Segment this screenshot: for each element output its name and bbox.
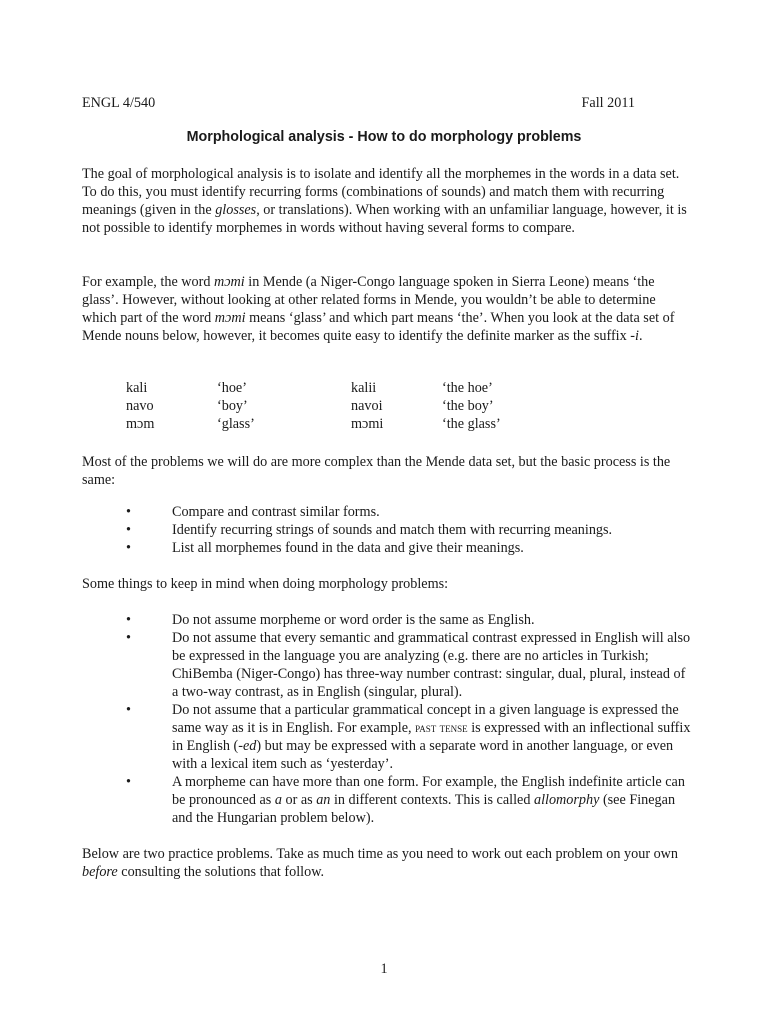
list-item-text: Compare and contrast similar forms. bbox=[172, 504, 380, 520]
closing-paragraph bbox=[82, 845, 688, 881]
term-allomorphy: allomorphy bbox=[533, 792, 600, 808]
list-item-text: List all morphemes found in the data and give their meanings. bbox=[172, 540, 524, 556]
document-title: Morphological analysis - How to do morphology problems bbox=[186, 129, 582, 145]
text-run: The goal of morphological analysis is to isolate and identify all the morphemes in the words in a data set. To do this, you must identify recurring forms (combinations of sounds) and match them with recurring meanings (given in the bbox=[82, 166, 680, 218]
page-number: 1 bbox=[380, 961, 388, 977]
small-caps-term: past tense bbox=[415, 720, 468, 735]
example-word: mɔmi bbox=[214, 274, 245, 290]
example-paragraph bbox=[82, 273, 688, 345]
definite-form: mɔmi bbox=[351, 416, 384, 432]
text-run: in Mende (a Niger-Congo language spoken in Sierra Leone) means ‘the glass’. However, without looking at other related forms in Mende, you wouldn’t be able to determine which part of the word bbox=[82, 274, 656, 326]
text-run: , or translations). When working with an unfamiliar language, however, it is not possible to identify morphemes in words without having several forms to compare. bbox=[82, 202, 687, 236]
list-item-text: Identify recurring strings of sounds and match them with recurring meanings. bbox=[172, 522, 613, 538]
tips-intro: Some things to keep in mind when doing morphology problems: bbox=[82, 576, 449, 592]
intro-paragraph bbox=[82, 165, 688, 237]
mende-data-table bbox=[126, 379, 526, 433]
tips-list bbox=[0, 611, 692, 827]
text-run: . bbox=[638, 328, 643, 344]
definite-gloss: ‘the glass’ bbox=[442, 416, 501, 432]
noun-form: kali bbox=[126, 380, 148, 396]
noun-form: mɔm bbox=[126, 416, 155, 432]
definite-form: navoi bbox=[351, 398, 383, 414]
process-steps-list bbox=[0, 503, 692, 557]
process-intro: Most of the problems we will do are more complex than the Mende data set, but the basic process is the same: bbox=[82, 454, 671, 488]
text-run: means ‘glass’ and which part means ‘the’. When you look at the data set of Mende nouns below, however, it becomes quite easy to identify the definite marker as the suffix bbox=[82, 310, 675, 344]
list-item bbox=[0, 701, 692, 773]
text-run: Below are two practice problems. Take as much time as you need to work out each problem on your own bbox=[82, 846, 679, 862]
list-item-text bbox=[172, 701, 692, 773]
text-run: Do not assume that a particular grammatical concept in a given language is expressed the same way as it is in English. For example, bbox=[172, 702, 679, 736]
text-run: ) but may be expressed with a separate word in another language, or even with a lexical item such as ‘yesterday’. bbox=[172, 738, 674, 772]
noun-gloss: ‘glass’ bbox=[217, 416, 255, 432]
noun-gloss: ‘hoe’ bbox=[217, 380, 247, 396]
list-item-text: Do not assume morpheme or word order is the same as English. bbox=[172, 612, 535, 628]
list-item bbox=[0, 629, 692, 701]
document-header bbox=[82, 94, 635, 112]
data-row bbox=[126, 415, 526, 433]
example-word: mɔmi bbox=[214, 310, 246, 326]
bullet-icon: • bbox=[126, 540, 131, 556]
bullet-icon: • bbox=[126, 774, 131, 790]
definite-form: kalii bbox=[351, 380, 377, 396]
text-run: or as bbox=[281, 792, 317, 808]
definite-gloss: ‘the hoe’ bbox=[442, 380, 493, 396]
bullet-icon: • bbox=[126, 702, 131, 718]
text-run: A morpheme can have more than one form. For example, the English indefinite article can be pronounced as bbox=[172, 774, 685, 808]
text-run: consulting the solutions that follow. bbox=[117, 864, 325, 880]
text-run: is expressed with an inflectional suffix in English ( bbox=[172, 720, 691, 754]
list-item bbox=[0, 611, 692, 629]
noun-form: navo bbox=[126, 398, 154, 414]
bullet-icon: • bbox=[126, 522, 131, 538]
text-run: For example, the word bbox=[82, 274, 214, 290]
list-item-text: Do not assume that every semantic and grammatical contrast expressed in English will also be expressed in the language you are analyzing (e.g. there are no articles in Turkish; ChiBemba (Niger-Congo) has three-way number contrast: singular, dual, plural, instead of a two-way contrast, as in English (singular, plural). bbox=[172, 630, 691, 700]
definite-gloss: ‘the boy’ bbox=[442, 398, 494, 414]
example-word: a bbox=[274, 792, 282, 808]
example-word: an bbox=[316, 792, 331, 808]
suffix-form: -ed bbox=[238, 738, 257, 754]
list-item bbox=[0, 773, 692, 827]
bullet-icon: • bbox=[126, 630, 131, 646]
text-run: in different contexts. This is called bbox=[330, 792, 534, 808]
data-row bbox=[126, 379, 526, 397]
suffix-form: -i bbox=[630, 328, 639, 344]
list-item-text bbox=[172, 773, 692, 827]
noun-gloss: ‘boy’ bbox=[217, 398, 248, 414]
bullet-icon: • bbox=[126, 612, 131, 628]
data-row bbox=[126, 397, 526, 415]
list-item bbox=[0, 503, 692, 521]
bullet-icon: • bbox=[126, 504, 131, 520]
term: Fall 2011 bbox=[581, 95, 635, 111]
list-item bbox=[0, 539, 692, 557]
emphasis-glosses: glosses bbox=[215, 202, 257, 218]
emphasis-before: before bbox=[82, 864, 118, 880]
list-item bbox=[0, 521, 692, 539]
text-run: (see Finegan and the Hungarian problem below). bbox=[172, 792, 676, 826]
course-code: ENGL 4/540 bbox=[82, 95, 156, 111]
